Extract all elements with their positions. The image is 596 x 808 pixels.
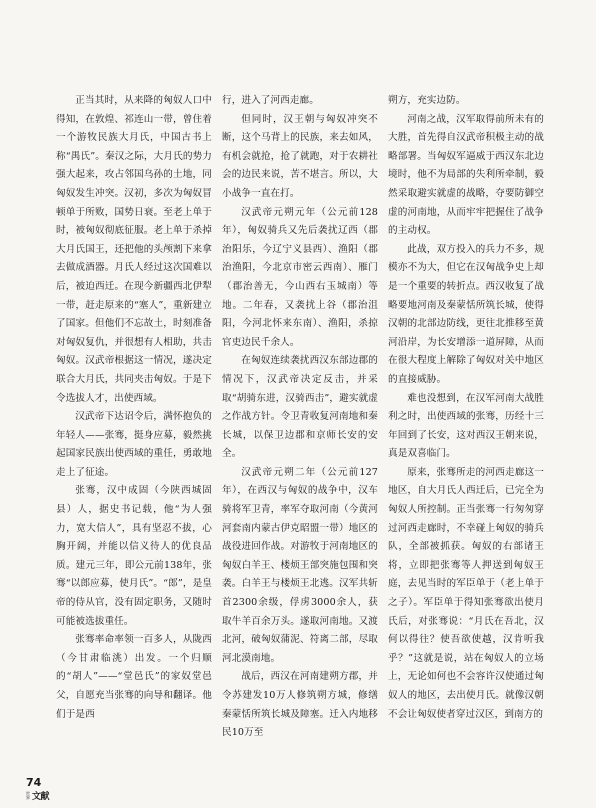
paragraph: 张骞，汉中成固（今陕西城固县）人，据史书记载，他“为人强力，宽大信人”，具有坚忍不拔，心胸开阔，并能以信义待人的优良品质。建元三年，即公元前138年，张骞“以郎应募，使月氏”。“郎”，是皇帝的侍从官，没有固定职务，又随时可能被选拔重任。 — [56, 485, 212, 627]
paragraph: 原来，张骞所走的河西走廊这一地区，自大月氏人西迁后，已完全为匈奴人所控制。正当张骞一行匆匆穿过河西走廊时，不幸碰上匈奴的骑兵队，全部被抓获。匈奴的右部诸王将，立即把张骞等人押送到匈奴王庭，去见当时的军臣单于（老上单于之子）。军臣单于得知张骞欲出使月氏后，对张骞说：“月氏在吾北，汉何以得往？使吾欲使越，汉肯听我乎？”这就是说，站在匈奴人的立场上，无论如何也不会容许汉使通过匈奴人的地区，去出使月氏。就像汉朝不会让匈奴使者穿过汉区，到南方的 — [388, 466, 544, 720]
paragraph: 张骞率命率领一百多人，从陇西（今甘肃临洮）出发。一个归顺的“胡人”——“堂邑氏”的家奴堂邑父，自愿充当张骞的向导和翻译。他们于是西 — [56, 634, 212, 720]
paragraph: 难也没想到，在汉军河南大战胜利之时，出使西域的张骞，历经十三年回到了长安，这对西汉王朝来说，真是双喜临门。 — [388, 392, 544, 460]
publication-logo — [26, 789, 49, 802]
paragraph: 行，进入了河西走廊。 — [222, 95, 319, 106]
paragraph: 河南之战，汉军取得前所未有的大胜，首先得自汉武帝积极主动的战略部署。当匈奴军逼威于西汉东北边境时，他不为局部的失利所牵制，毅然采取避实就虚的战略，夺要防御空虚的河南地，从而牢牢把握住了战争的主动权。 — [388, 113, 544, 237]
paragraph: 汉武帝元朔二年（公元前127年），在西汉与匈奴的战争中，汉车骑将军卫青，率军夺取河南（今黄河河套南内蒙古伊克昭盟一带）地区的战役进回作战。对游牧于河南地区的匈奴白羊王、楼烦王部突施包围和突袭。白羊王与楼烦王北逃。汉军共斩首2300余级，俘虏3000余人，获取牛羊百余万头。遂取河南地。又渡北河，破匈奴蒲泥、符离二部，尽取河北漠南地。 — [222, 466, 378, 664]
text-column-2 — [222, 92, 378, 743]
paragraph: 汉武帝下达诏令后，满怀抱负的年轻人——张骞，挺身应募，毅然挑起国家民族出使西域的重任，勇敢地走上了征途。 — [56, 411, 212, 478]
text-column-3 — [388, 92, 544, 724]
paragraph: 汉武帝元朔元年（公元前128年），匈奴骑兵又先后袭扰辽西（郡治阳乐，今辽宁义县西）、渔阳（郡治渔阳，今北京市密云西南）、雁门（郡治善无，今山西右玉城南）等地。二年春，又袭扰上谷（郡治沮阳，今河北怀来东南）、渔阳，杀掠官吏边民千余人。 — [222, 206, 378, 348]
text-column-1 — [56, 92, 212, 724]
page-footer — [26, 777, 49, 802]
paragraph: 在匈奴连续袭扰西汉东部边郡的情况下，汉武帝决定反击，并采取“胡骑东进，汉骑西击”，避实就虚之作战方针。令卫青收复河南地和秦长城，以保卫边郡和京师长安的安全。 — [222, 355, 378, 460]
publication-logo-name: 文献 — [32, 792, 50, 802]
paragraph: 朔方，充实边防。 — [388, 95, 466, 106]
paragraph: 此战，双方投入的兵力不多，规模亦不为大，但它在汉匈战争史上却是一个重要的转折点。西汉收复了战略要地河南及秦蒙恬所筑长城，使得汉朝的北部边防线，更往北推移至黄河沿岸，为长安增添一道屏障，从而在很大程度上解除了匈奴对关中地区的直接威胁。 — [388, 243, 544, 385]
paragraph: 战后，西汉在河南建朔方郡，并令苏建发10万人修筑朔方城，修缮秦蒙恬所筑长城及障塞。迁入内地移民10万至 — [222, 671, 378, 739]
page-number: 74 — [26, 776, 42, 789]
paragraph: 但同时，汉王朝与匈奴冲突不断，这个马背上的民族，来去如风，有机会就抢，抢了就跑，对于农耕社会的边民来说，苦不堪言。所以，大小战争一直在打。 — [222, 113, 378, 199]
publication-logo-small-text: 世界 — [26, 790, 30, 800]
paragraph: 正当其时，从来降的匈奴人口中得知，在敦煌、祁连山一带，曾住着一个游牧民族大月氏，中国古书上称“禺氏”。秦汉之际，大月氏的势力强大起来，攻占邻国乌孙的土地，同匈奴发生冲突。汉初，多次为匈奴冒顿单于所败，国势日衰。至老上单于时，被匈奴彻底征服。老上单于杀掉大月氏国王，还把他的头颅割下来拿去做成酒器。月氏人经过这次国难以后，被迫西迁。在现今新疆西北伊犁一带，赶走原来的“塞人”，重新建立了国家。但他们不忘故土，时刻准备对匈奴复仇，并很想有人相助，共击匈奴。汉武帝根据这一情况，遂决定联合大月氏，共同夹击匈奴。于是下令选拔人才，出使西域。 — [56, 95, 212, 404]
